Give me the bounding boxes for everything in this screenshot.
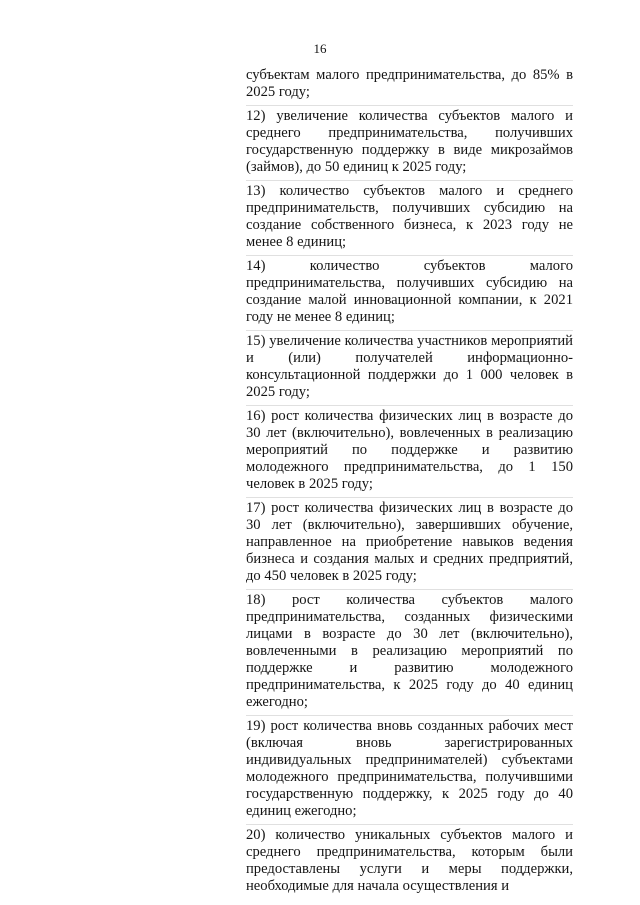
paragraph-item-20: 20) количество уникальных субъектов малого и среднего предпринимательства, которым были предоставлены услуги и меры поддержки, необходимые для начала осуществления и	[246, 824, 573, 895]
document-body	[246, 67, 573, 899]
paragraph-item-13: 13) количество субъектов малого и среднего предпринимательств, получивших субсидию на создание собственного бизнеса, к 2023 году не менее 8 единиц;	[246, 180, 573, 251]
paragraph-item-15: 15) увеличение количества участников мероприятий и (или) получателей информационно-консультационной поддержки до 1 000 человек в 2025 году;	[246, 330, 573, 401]
paragraph-continuation: субъектам малого предпринимательства, до 85% в 2025 году;	[246, 67, 573, 100]
paragraph-item-16: 16) рост количества физических лиц в возрасте до 30 лет (включительно), вовлеченных в реализацию мероприятий по поддержке и развитию молодежного предпринимательства, до 1 150 человек в 2025 году;	[246, 405, 573, 493]
paragraph-item-12: 12) увеличение количества субъектов малого и среднего предпринимательства, получивших государственную поддержку в виде микрозаймов (займов), до 50 единиц к 2025 году;	[246, 105, 573, 176]
page-number: 16	[313, 41, 327, 56]
paragraph-item-14: 14) количество субъектов малого предпринимательства, получивших субсидию на создание малой инновационной компании, к 2021 году не менее 8 единиц;	[246, 255, 573, 326]
paragraph-item-17: 17) рост количества физических лиц в возрасте до 30 лет (включительно), завершивших обучение, направленное на приобретение навыков ведения бизнеса и создания малых и средних предприятий, до 450 человек в 2025 году;	[246, 497, 573, 585]
paragraph-item-19: 19) рост количества вновь созданных рабочих мест (включая вновь зарегистрированных индивидуальных предпринимателей) субъектами молодежного предпринимательства, получившими государственную поддержку, к 2025 году до 40 единиц ежегодно;	[246, 715, 573, 820]
paragraph-item-18: 18) рост количества субъектов малого предпринимательства, созданных физическими лицами в возрасте до 30 лет (включительно), вовлеченными в реализацию мероприятий по поддержке и развитию молодежного предпринимательства, к 2025 году до 40 единиц ежегодно;	[246, 589, 573, 711]
